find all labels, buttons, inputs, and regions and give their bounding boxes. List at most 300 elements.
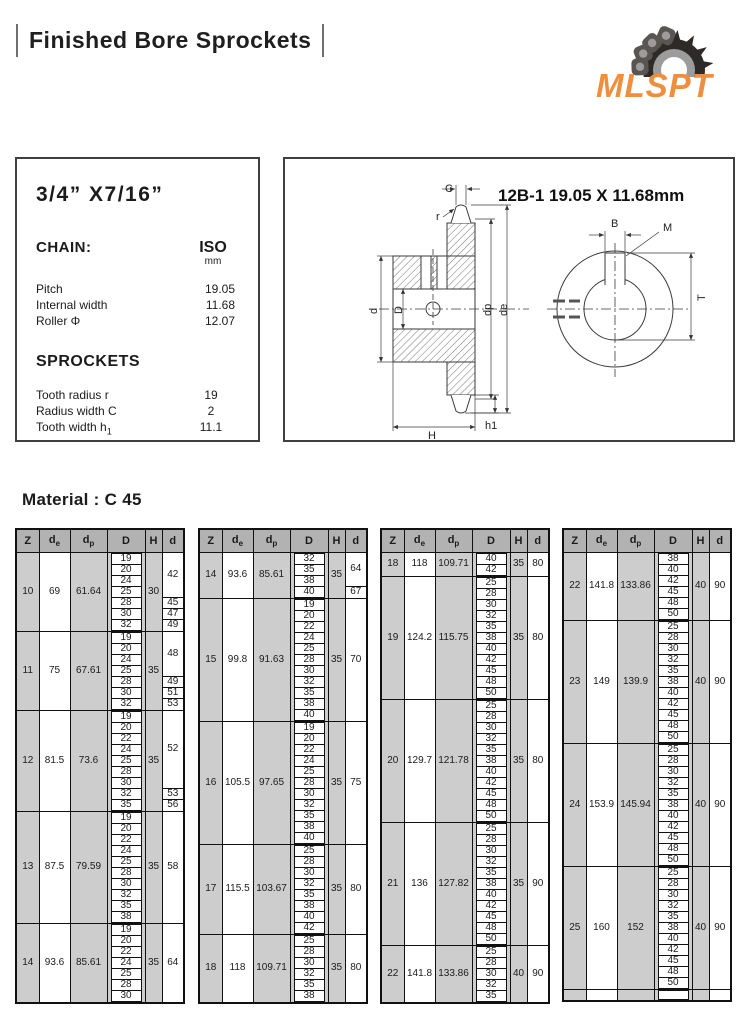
dp-cell: 79.59 — [70, 811, 107, 923]
bore-cell: 35 — [654, 666, 692, 677]
dp-cell: 73.6 — [70, 710, 107, 811]
z-cell: 19 — [381, 576, 404, 699]
bore-cell: 42 — [472, 565, 510, 577]
chain-spec-rows — [36, 281, 239, 329]
de-cell — [586, 989, 617, 1001]
dp-cell — [617, 989, 654, 1001]
bore-cell: 32 — [107, 699, 145, 711]
bore-cell: 30 — [107, 688, 145, 699]
h-cell: 40 — [692, 866, 709, 989]
chain-spec-box — [15, 157, 260, 442]
sprocket-table-3 — [380, 528, 550, 1004]
column-header: D — [472, 529, 510, 552]
bore-cell: 42 — [290, 923, 328, 935]
hub-d-cell: 80 — [345, 844, 367, 934]
bore-cell: 35 — [290, 980, 328, 991]
bore-cell: 25 — [290, 767, 328, 778]
hub-d-cell: 64 — [162, 923, 184, 1003]
bore-cell: 48 — [472, 800, 510, 811]
z-cell: 12 — [16, 710, 39, 811]
hub-d-cell: 80 — [527, 699, 549, 822]
bore-cell: 45 — [654, 956, 692, 967]
page-title: Finished Bore Sprockets — [29, 27, 312, 53]
bore-cell: 19 — [290, 598, 328, 611]
dp-cell: 109.71 — [253, 934, 290, 1003]
hub-d-cell: 45 — [162, 598, 184, 609]
sprockets-label: SPROCKETS — [36, 353, 141, 370]
bore-cell: 19 — [107, 923, 145, 936]
bore-cell: 28 — [107, 677, 145, 688]
hub-d-cell: 48 — [162, 631, 184, 677]
dp-cell: 127.82 — [435, 822, 472, 945]
bore-cell — [654, 989, 692, 1001]
dp-cell: 103.67 — [253, 844, 290, 934]
de-cell: 105.5 — [222, 721, 253, 844]
z-cell: 14 — [16, 923, 39, 1003]
column-header: $d_e$ — [222, 529, 253, 552]
bore-cell: 45 — [654, 710, 692, 721]
dimension-table — [562, 528, 732, 1002]
table-row — [381, 699, 549, 712]
bore-cell: 48 — [654, 598, 692, 609]
bore-cell: 25 — [107, 587, 145, 598]
hub-d-cell — [709, 989, 731, 1001]
bore-cell: 30 — [107, 609, 145, 620]
h-cell: 35 — [328, 844, 345, 934]
standard-unit: mm — [204, 256, 222, 267]
sprocket-table-2 — [198, 528, 368, 1004]
hub-d-cell: 49 — [162, 620, 184, 632]
bore-cell: 25 — [107, 756, 145, 767]
h-cell: 35 — [328, 721, 345, 844]
h-cell: 40 — [510, 945, 527, 1003]
bore-cell: 48 — [472, 677, 510, 688]
z-cell: 21 — [381, 822, 404, 945]
table-row — [563, 743, 731, 756]
drawing-title: 12B-1 19.05 X 11.68mm — [498, 186, 685, 205]
bore-cell: 40 — [654, 811, 692, 822]
dp-cell: 152 — [617, 866, 654, 989]
z-cell: 23 — [563, 620, 586, 743]
de-cell: 69 — [39, 552, 70, 631]
bore-cell: 42 — [472, 778, 510, 789]
bore-cell: 38 — [654, 923, 692, 934]
z-cell: 24 — [563, 743, 586, 866]
bore-cell: 25 — [107, 666, 145, 677]
dim-label-d: d — [368, 307, 380, 314]
bore-cell: 35 — [290, 811, 328, 822]
dim-label-dp: dp — [482, 303, 494, 316]
bore-cell: 20 — [107, 936, 145, 947]
hub-d-cell: 70 — [345, 598, 367, 721]
bore-cell: 48 — [654, 844, 692, 855]
hub-d-cell: 47 — [162, 609, 184, 620]
bore-cell: 30 — [654, 890, 692, 901]
bore-cell: 24 — [290, 633, 328, 644]
table-row — [16, 710, 184, 723]
bore-cell: 32 — [107, 620, 145, 632]
h-cell: 35 — [145, 923, 162, 1003]
h-cell: 35 — [145, 710, 162, 811]
h-cell: 35 — [328, 598, 345, 721]
spec-row-tooth-radius: Tooth radius r 19 — [36, 388, 218, 402]
bore-cell: 28 — [107, 598, 145, 609]
column-header: $d_p$ — [253, 529, 290, 552]
dp-cell: 61.64 — [70, 552, 107, 631]
bore-cell: 42 — [654, 699, 692, 710]
bore-cell: 30 — [290, 666, 328, 677]
table-row — [381, 945, 549, 958]
spec-row-radius-width: Radius width C 2 — [36, 404, 215, 418]
bore-cell: 30 — [472, 846, 510, 857]
dp-cell: 109.71 — [435, 552, 472, 576]
column-header: H — [692, 529, 709, 552]
bore-cell: 42 — [472, 655, 510, 666]
table-row — [199, 934, 367, 947]
column-header: $d_p$ — [70, 529, 107, 552]
spec-row-roller: Roller Φ 12.07 — [36, 314, 235, 328]
chain-label: CHAIN: — [36, 239, 92, 256]
dp-cell: 139.9 — [617, 620, 654, 743]
bore-cell: 40 — [472, 644, 510, 655]
table-row — [563, 552, 731, 565]
h-cell: 40 — [692, 620, 709, 743]
z-cell: 14 — [199, 552, 222, 598]
h-cell — [692, 989, 709, 1001]
bore-cell: 22 — [107, 947, 145, 958]
dimension-table — [15, 528, 185, 1004]
bore-cell: 42 — [472, 901, 510, 912]
dim-label-M: M — [663, 222, 673, 234]
bore-cell: 28 — [472, 958, 510, 969]
de-cell: 87.5 — [39, 811, 70, 923]
h-cell: 35 — [510, 699, 527, 822]
bore-cell: 35 — [472, 868, 510, 879]
z-cell: 16 — [199, 721, 222, 844]
bore-cell: 35 — [290, 890, 328, 901]
bore-cell: 25 — [107, 857, 145, 868]
technical-drawing-box — [283, 157, 735, 442]
dp-cell: 121.78 — [435, 699, 472, 822]
bore-cell: 20 — [107, 723, 145, 734]
bore-cell: 28 — [654, 756, 692, 767]
dp-cell: 85.61 — [70, 923, 107, 1003]
bore-cell: 38 — [654, 677, 692, 688]
bore-cell: 42 — [654, 576, 692, 587]
bore-cell: 19 — [107, 710, 145, 723]
bore-cell: 48 — [654, 967, 692, 978]
bore-cell: 24 — [107, 576, 145, 587]
bore-cell: 25 — [472, 576, 510, 589]
bore-cell: 38 — [290, 822, 328, 833]
hub-d-cell: 80 — [527, 552, 549, 576]
dim-label-T: T — [696, 294, 708, 301]
bore-cell: 24 — [107, 846, 145, 857]
bore-cell: 24 — [107, 745, 145, 756]
hub-d-cell: 80 — [527, 576, 549, 699]
hub-d-cell: 90 — [709, 552, 731, 620]
bore-cell: 50 — [654, 978, 692, 990]
bore-cell: 50 — [654, 609, 692, 621]
bore-cell: 30 — [290, 868, 328, 879]
dp-cell: 115.75 — [435, 576, 472, 699]
column-header: $d_e$ — [404, 529, 435, 552]
h-cell: 40 — [692, 743, 709, 866]
dp-cell: 91.63 — [253, 598, 290, 721]
de-cell: 160 — [586, 866, 617, 989]
bore-cell: 32 — [290, 800, 328, 811]
bore-cell: 20 — [107, 565, 145, 576]
dp-cell: 133.86 — [435, 945, 472, 1003]
column-header: d — [162, 529, 184, 552]
dp-cell: 67.61 — [70, 631, 107, 710]
table-row — [381, 822, 549, 835]
column-header: H — [510, 529, 527, 552]
dp-cell: 145.94 — [617, 743, 654, 866]
bore-cell: 28 — [290, 778, 328, 789]
hub-d-cell: 90 — [709, 620, 731, 743]
bore-cell: 32 — [654, 901, 692, 912]
bore-cell: 20 — [107, 644, 145, 655]
bore-cell: 25 — [290, 934, 328, 947]
bore-cell: 32 — [654, 655, 692, 666]
bore-cell: 40 — [654, 688, 692, 699]
column-header: $d_e$ — [39, 529, 70, 552]
column-header: $d_e$ — [586, 529, 617, 552]
column-header: d — [345, 529, 367, 552]
dp-cell: 133.86 — [617, 552, 654, 620]
bore-cell: 25 — [472, 945, 510, 958]
bore-cell: 32 — [472, 980, 510, 991]
bore-cell: 28 — [290, 857, 328, 868]
bore-cell: 42 — [654, 945, 692, 956]
bore-cell: 40 — [290, 710, 328, 722]
bore-cell: 35 — [472, 745, 510, 756]
dim-label-H: H — [428, 430, 436, 440]
sprocket-drawing — [285, 159, 733, 440]
bore-cell: 45 — [654, 833, 692, 844]
bore-cell: 28 — [290, 947, 328, 958]
bore-cell: 22 — [107, 835, 145, 846]
bore-cell: 32 — [472, 857, 510, 868]
bore-cell: 25 — [654, 743, 692, 756]
bore-cell: 32 — [107, 890, 145, 901]
z-cell: 13 — [16, 811, 39, 923]
de-cell: 118 — [222, 934, 253, 1003]
bore-cell: 25 — [107, 969, 145, 980]
bore-cell: 32 — [290, 879, 328, 890]
bore-cell: 38 — [290, 699, 328, 710]
bore-cell: 24 — [290, 756, 328, 767]
bore-cell: 45 — [472, 789, 510, 800]
h-cell: 35 — [510, 576, 527, 699]
bore-cell: 22 — [290, 745, 328, 756]
bore-cell: 28 — [654, 633, 692, 644]
bore-cell: 25 — [472, 822, 510, 835]
column-header: D — [654, 529, 692, 552]
h-cell: 40 — [692, 552, 709, 620]
de-cell: 153.9 — [586, 743, 617, 866]
header-left-bar — [16, 24, 18, 57]
bore-cell: 28 — [107, 868, 145, 879]
logo-text: MLSPT — [596, 67, 713, 100]
h-cell: 35 — [328, 552, 345, 598]
column-header: Z — [381, 529, 404, 552]
z-cell: 15 — [199, 598, 222, 721]
bore-cell: 48 — [654, 721, 692, 732]
bore-cell: 38 — [472, 879, 510, 890]
z-cell: 17 — [199, 844, 222, 934]
column-header: d — [527, 529, 549, 552]
bore-cell: 25 — [654, 866, 692, 879]
bore-cell: 28 — [107, 980, 145, 991]
column-header: D — [290, 529, 328, 552]
de-cell: 93.6 — [222, 552, 253, 598]
z-cell: 22 — [563, 552, 586, 620]
table-row — [199, 844, 367, 857]
bore-cell: 48 — [472, 923, 510, 934]
z-cell: 18 — [381, 552, 404, 576]
bore-cell: 38 — [654, 800, 692, 811]
dimension-table — [380, 528, 550, 1004]
brand-logo — [588, 8, 738, 100]
bore-cell: 28 — [654, 879, 692, 890]
bore-cell: 30 — [107, 991, 145, 1003]
hub-d-cell: 53 — [162, 789, 184, 800]
bore-cell: 19 — [107, 811, 145, 824]
h-cell: 35 — [145, 811, 162, 923]
bore-cell: 19 — [290, 721, 328, 734]
bore-cell: 35 — [654, 912, 692, 923]
de-cell: 75 — [39, 631, 70, 710]
bore-cell: 32 — [472, 611, 510, 622]
z-cell — [563, 989, 586, 1001]
hub-d-cell: 67 — [345, 587, 367, 599]
bore-cell: 45 — [472, 666, 510, 677]
de-cell: 141.8 — [586, 552, 617, 620]
table-row — [563, 866, 731, 879]
column-header: Z — [199, 529, 222, 552]
table-row — [381, 552, 549, 565]
bore-cell: 40 — [472, 767, 510, 778]
column-header: Z — [16, 529, 39, 552]
hub-d-cell: 52 — [162, 710, 184, 789]
bore-cell: 25 — [472, 699, 510, 712]
de-cell: 115.5 — [222, 844, 253, 934]
dimension-table — [198, 528, 368, 1004]
bore-cell: 25 — [654, 620, 692, 633]
hub-d-cell: 49 — [162, 677, 184, 688]
hub-d-cell: 75 — [345, 721, 367, 844]
sprocket-spec-rows — [36, 387, 239, 439]
bore-cell: 40 — [290, 587, 328, 599]
hub-d-cell: 56 — [162, 800, 184, 812]
standard-name: ISO — [199, 239, 227, 256]
bore-cell: 32 — [290, 969, 328, 980]
bore-cell: 30 — [290, 958, 328, 969]
bore-cell: 30 — [107, 879, 145, 890]
dim-label-B: B — [611, 218, 619, 230]
table-row — [563, 989, 731, 1001]
spec-row-tooth-width: Tooth width $h_1$ 11.1 — [36, 420, 223, 437]
hub-d-cell: 90 — [527, 945, 549, 1003]
dim-label-de: de — [498, 303, 510, 316]
bore-cell: 30 — [654, 644, 692, 655]
bore-cell: 22 — [290, 622, 328, 633]
de-cell: 136 — [404, 822, 435, 945]
h-cell: 30 — [145, 552, 162, 631]
bore-cell: 40 — [472, 552, 510, 565]
bore-cell: 38 — [290, 576, 328, 587]
hub-d-cell: 42 — [162, 552, 184, 598]
bore-cell: 42 — [654, 822, 692, 833]
h-cell: 35 — [510, 552, 527, 576]
bore-cell: 38 — [107, 912, 145, 924]
sprocket-table-1 — [15, 528, 185, 1004]
h-cell: 35 — [510, 822, 527, 945]
de-cell: 99.8 — [222, 598, 253, 721]
bore-cell: 32 — [290, 552, 328, 565]
bore-cell: 30 — [472, 969, 510, 980]
z-cell: 11 — [16, 631, 39, 710]
bore-cell: 50 — [654, 855, 692, 867]
bore-cell: 19 — [107, 631, 145, 644]
dim-label-C: C — [445, 183, 453, 195]
spec-row-internal-width: Internal width 11.68 — [36, 298, 235, 312]
bore-cell: 28 — [107, 767, 145, 778]
bore-cell: 40 — [472, 890, 510, 901]
bore-cell: 45 — [472, 912, 510, 923]
bore-cell: 30 — [654, 767, 692, 778]
de-cell: 149 — [586, 620, 617, 743]
dp-cell: 97.65 — [253, 721, 290, 844]
bore-cell: 25 — [290, 644, 328, 655]
z-cell: 18 — [199, 934, 222, 1003]
bore-cell: 20 — [290, 734, 328, 745]
table-row — [199, 552, 367, 565]
bore-cell: 28 — [472, 835, 510, 846]
h-cell: 35 — [145, 631, 162, 710]
z-cell: 22 — [381, 945, 404, 1003]
bore-cell: 28 — [472, 589, 510, 600]
table-row — [16, 811, 184, 824]
bore-cell: 50 — [654, 732, 692, 744]
column-header: Z — [563, 529, 586, 552]
page-header — [16, 24, 324, 57]
bore-cell: 50 — [472, 811, 510, 823]
bore-cell: 40 — [290, 912, 328, 923]
de-cell: 141.8 — [404, 945, 435, 1003]
hub-d-cell: 53 — [162, 699, 184, 711]
bore-cell: 30 — [107, 778, 145, 789]
bore-cell: 35 — [290, 688, 328, 699]
hub-d-cell: 90 — [709, 743, 731, 866]
bore-cell: 32 — [472, 734, 510, 745]
bore-cell: 38 — [290, 991, 328, 1003]
table-row — [199, 598, 367, 611]
size-title: 3/4” X7/16” — [36, 183, 164, 206]
bore-cell: 24 — [107, 958, 145, 969]
hub-d-cell: 90 — [709, 866, 731, 989]
column-header: H — [145, 529, 162, 552]
hub-d-cell: 64 — [345, 552, 367, 587]
bore-cell: 35 — [290, 565, 328, 576]
column-header: d — [709, 529, 731, 552]
dim-label-h1: h1 — [485, 420, 498, 432]
table-row — [16, 631, 184, 644]
hub-d-cell: 51 — [162, 688, 184, 699]
dim-label-r: r — [436, 211, 440, 223]
